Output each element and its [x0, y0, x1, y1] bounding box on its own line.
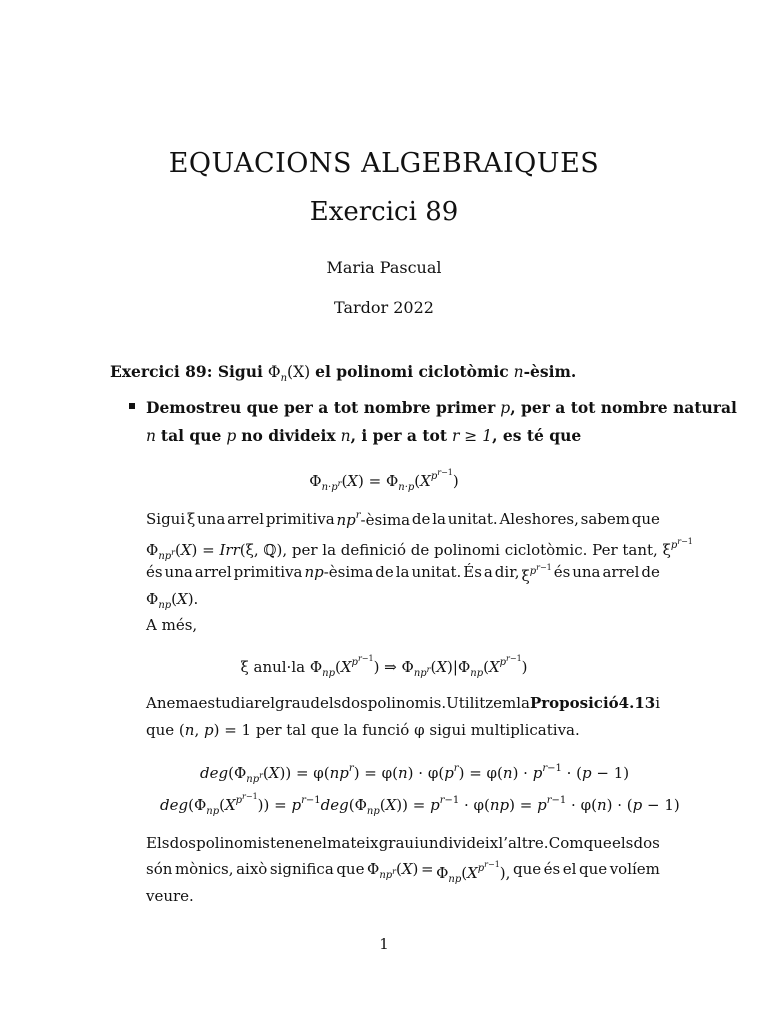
document-subtitle: Exercici 89 [309, 197, 459, 227]
question-line-1: Demostreu que per a tot nombre primer p, per a tot nombre natural [146, 398, 737, 417]
proof-line-2: $\Phi_{np^r}(X) = Irr(\xi$, ℚ), per la definició de polinomi ciclotòmic. Per tant, $\xi^{p^{r-1}}$ [146, 537, 693, 562]
proof-line-1: Sigui ξ una arrel primitiva $np^r$-èsima de la unitat. Aleshores, sabem que [146, 510, 660, 529]
document-date: Tardor 2022 [334, 298, 434, 317]
equation-main: $\Phi_{n\cdot p^r}(X) = \Phi_{n\cdot p}(X^{p^{r-1}})$ [309, 468, 459, 493]
document-title: EQUACIONS ALGEBRAIQUES [168, 148, 600, 179]
equation-annul: ξ anul·la $\Phi_{np}(X^{p^{r-1}})$ ⇒ $\Phi_{np^r}(X)|\Phi_{np}(X^{p^{r-1}})$ [240, 654, 528, 679]
proof-line-8: Els dos polinomis tenen el mateix grau i un divideix l’altre. Com que els dos [146, 834, 660, 852]
proof-line-7: que (n, p) = 1 per tal que la funció φ sigui multiplicativa. [146, 721, 580, 739]
exercise-statement: Exercici 89: Sigui $\Phi_n(X)$ el polinomi ciclotòmic n-èsim. [110, 362, 577, 384]
equation-degree-2: $deg(\Phi_{np}(X^{p^{r-1}})) = p^{r-1}deg(\Phi_{np}(X)) = p^{r-1} \cdot \varphi(np) = p^{r-1} \cdot \varphi(n) \cdot (p - 1)$ [160, 792, 680, 817]
proof-line-10: veure. [146, 887, 194, 905]
proof-line-6: Anem a estudiar el grau dels dos polinomis. Utilitzem la Proposició 4.13 i [146, 694, 661, 712]
proof-line-9: són mònics, això significa que $\Phi_{np^r}(X)$ = $\Phi_{np}(X^{p^{r-1}})$, que és el que volíem [146, 860, 660, 885]
proof-line-5: A més, [146, 616, 198, 634]
proof-line-4: $\Phi_{np}(X)$. [146, 590, 199, 611]
bullet-marker [129, 403, 135, 409]
author-name: Maria Pascual [326, 258, 442, 277]
page-number: 1 [379, 935, 389, 953]
question-line-2: n tal que p no divideix n, i per a tot r ≥ 1, es té que [146, 426, 582, 445]
proof-line-3: és una arrel primitiva np-èsima de la unitat. És a dir, $\xi^{p^{r-1}}$ és una arrel de [146, 563, 660, 585]
equation-degree-1: $deg(\Phi_{np^r}(X)) = \varphi(np^r) = \varphi(n) \cdot \varphi(p^r) = \varphi(n) \cdot p^{r-1} \cdot (p - 1)$ [200, 763, 630, 785]
